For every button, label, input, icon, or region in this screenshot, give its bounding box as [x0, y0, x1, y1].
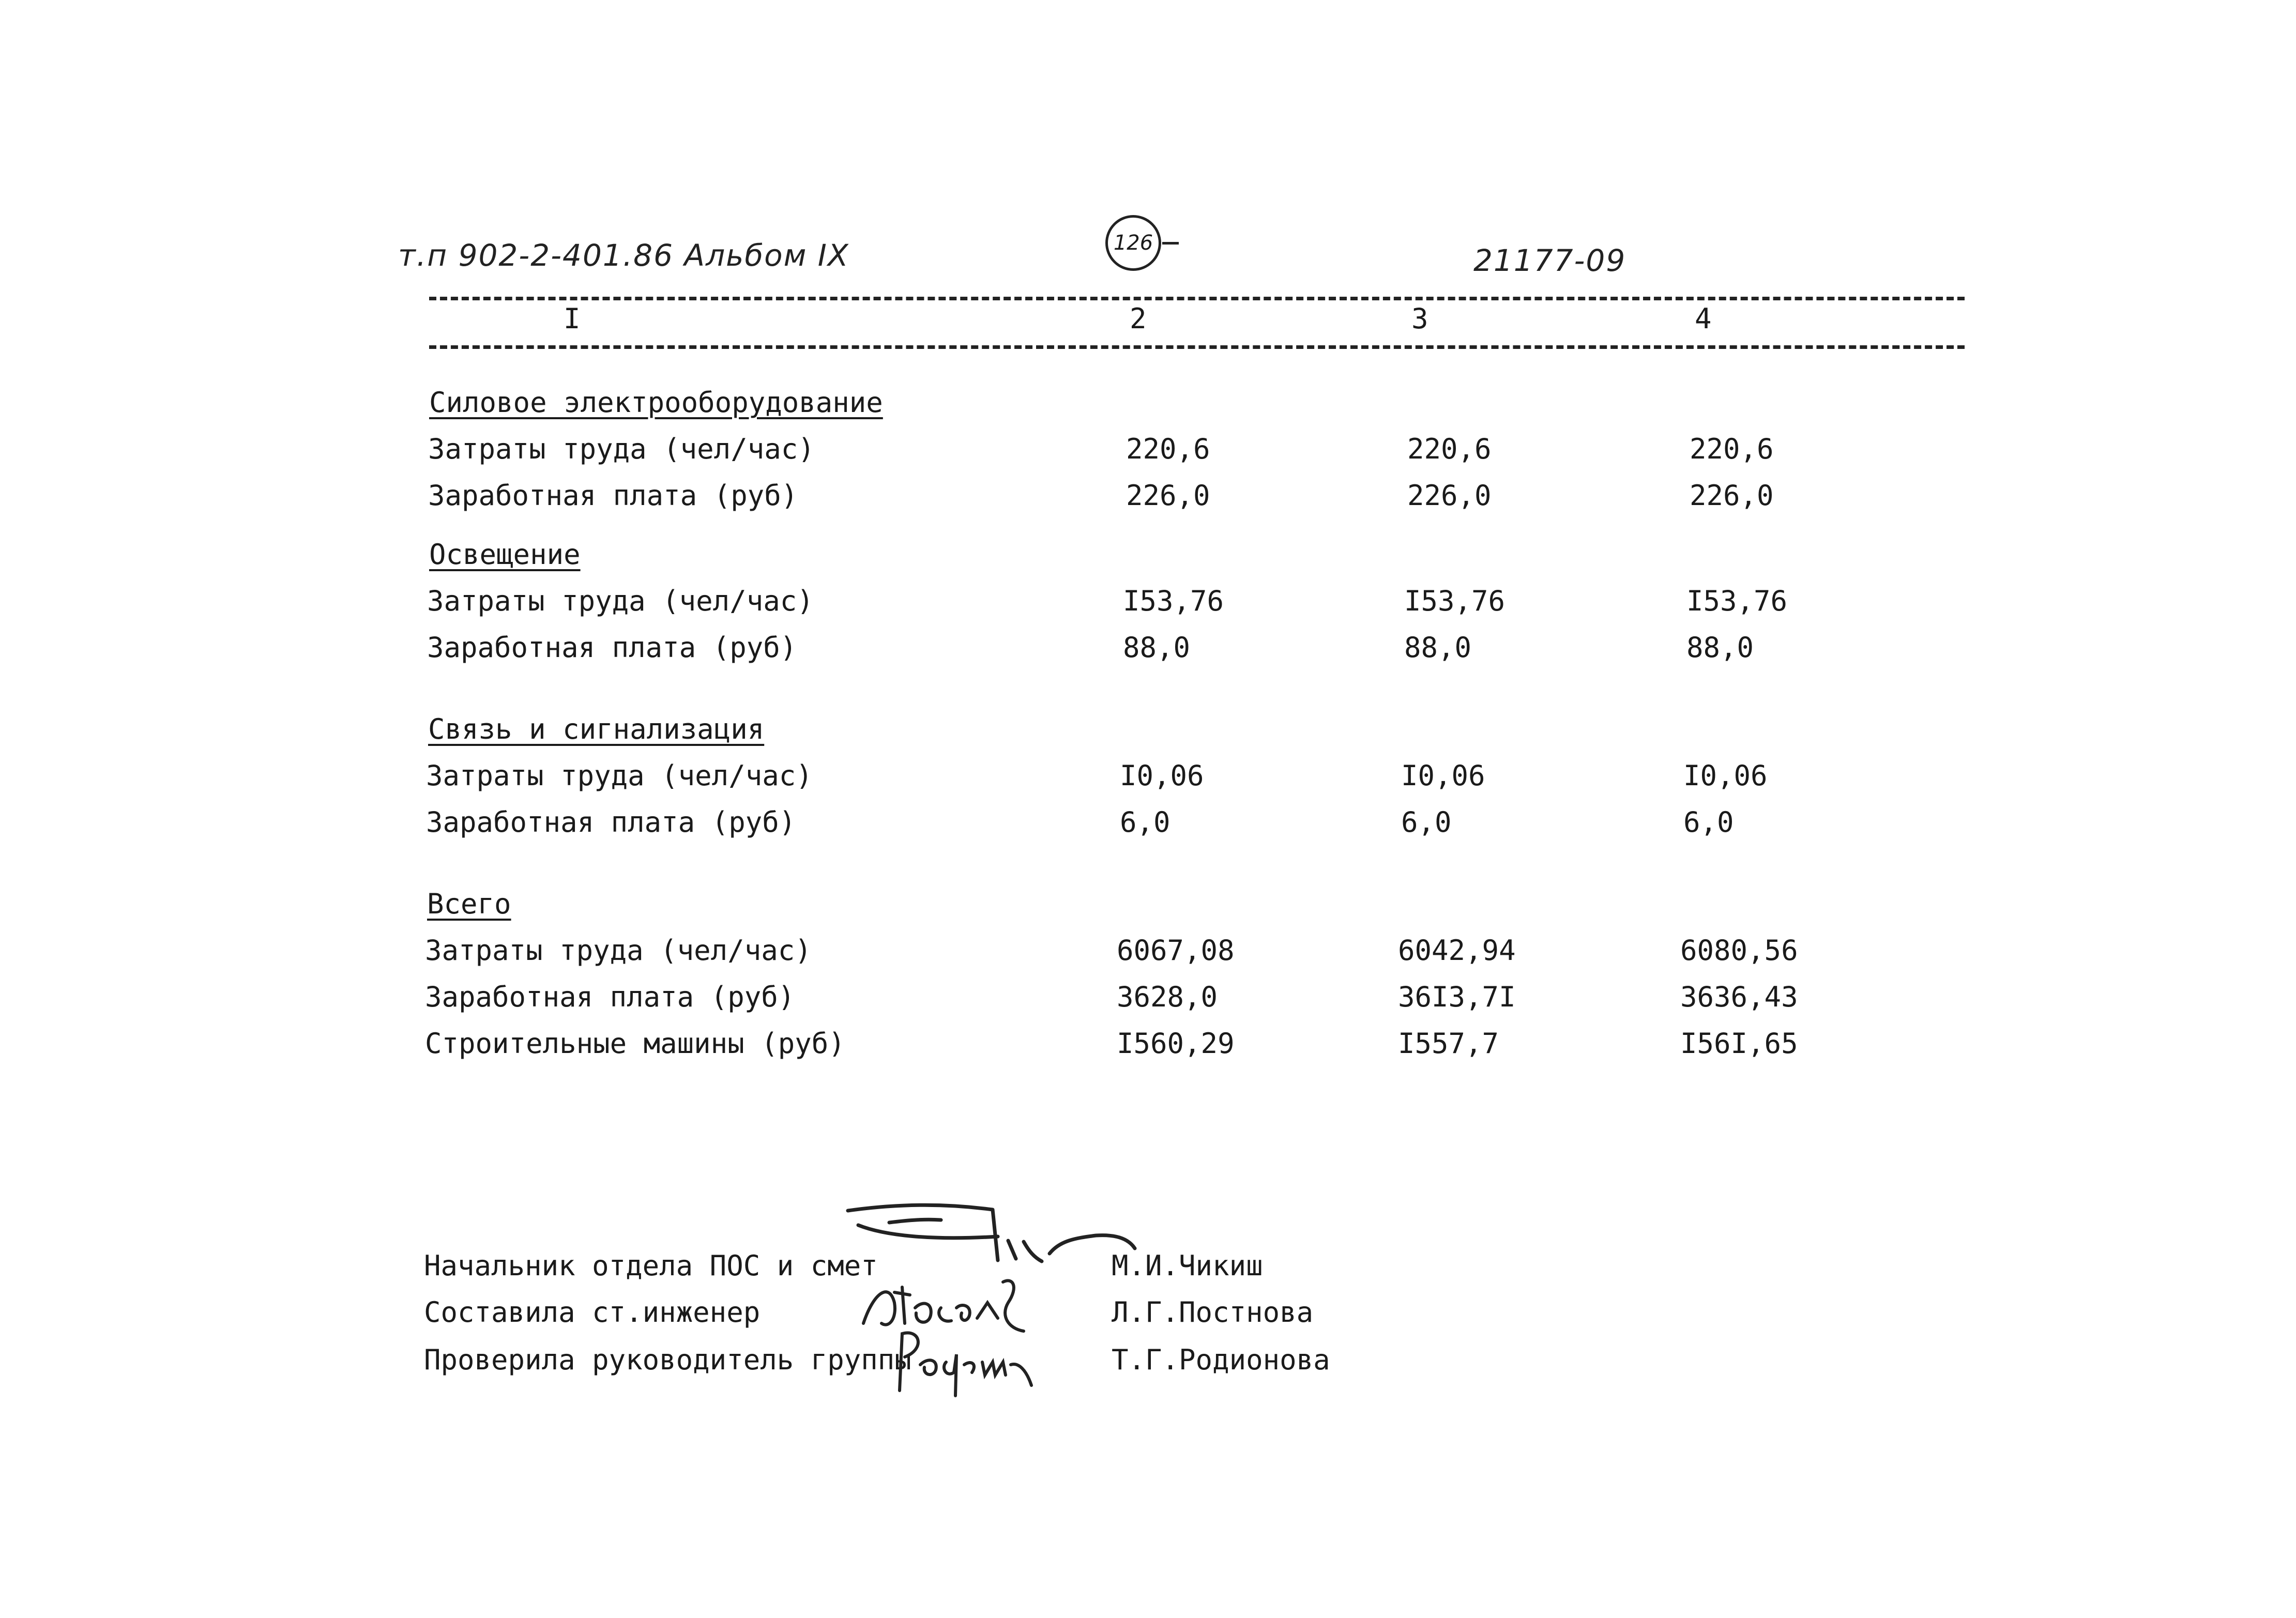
row-label: Заработная плата (руб) [428, 479, 798, 512]
row-value: I0,06 [1683, 759, 1768, 792]
column-header-1: I [564, 302, 581, 335]
row-value: 226,0 [1690, 479, 1774, 512]
row-value: I0,06 [1120, 759, 1204, 792]
row-label: Заработная плата (руб) [427, 631, 797, 664]
row-value: I56I,65 [1680, 1027, 1798, 1060]
signatory-role: Начальник отдела ПОС и смет [424, 1249, 878, 1282]
header-rule-top [429, 297, 1965, 300]
row-label: Затраты труда (чел/час) [426, 759, 813, 792]
section-title: Освещение [429, 538, 581, 571]
row-label: Строительные машины (руб) [425, 1027, 845, 1060]
row-value: 6067,08 [1117, 934, 1235, 967]
signatory-name: Т.Г.Родионова [1112, 1344, 1330, 1376]
row-value: I53,76 [1404, 585, 1506, 617]
page-number-circle [1105, 215, 1161, 271]
row-label: Затраты труда (чел/час) [425, 934, 812, 967]
row-value: I53,76 [1686, 585, 1788, 617]
row-value: 6,0 [1401, 806, 1452, 838]
row-value: 6,0 [1120, 806, 1170, 838]
row-value: 88,0 [1404, 631, 1472, 664]
row-label: Заработная плата (руб) [425, 981, 795, 1013]
column-header-4: 4 [1695, 302, 1712, 335]
row-value: I560,29 [1117, 1027, 1235, 1060]
row-value: I0,06 [1401, 759, 1485, 792]
row-value: 88,0 [1686, 631, 1754, 664]
row-value: 220,6 [1126, 433, 1210, 465]
album-reference: т.п 902-2-401.86 Альбом IX [398, 238, 849, 273]
section-title: Силовое электрооборудование [429, 386, 883, 419]
column-header-2: 2 [1130, 302, 1147, 335]
page-number: 126 [1113, 231, 1153, 255]
document-code: 21177-09 [1473, 243, 1626, 278]
signatory-role: Составила ст.инженер [424, 1296, 761, 1329]
signatory-name: М.И.Чикиш [1112, 1249, 1263, 1282]
section-title: Связь и сигнализация [428, 713, 765, 745]
row-value: I53,76 [1123, 585, 1224, 617]
row-value: 226,0 [1126, 479, 1210, 512]
signature-checker [889, 1323, 1044, 1401]
row-label: Затраты труда (чел/час) [427, 585, 814, 617]
row-value: 3628,0 [1117, 981, 1218, 1013]
signatory-role: Проверила руководитель группы [424, 1344, 911, 1376]
row-value: 220,6 [1407, 433, 1492, 465]
row-label: Затраты труда (чел/час) [428, 433, 815, 465]
section-title: Всего [427, 888, 511, 920]
page-number-dash [1162, 242, 1179, 245]
row-value: 36I3,7I [1398, 981, 1516, 1013]
row-value: 6,0 [1683, 806, 1734, 838]
signatory-name: Л.Г.Постнова [1112, 1296, 1314, 1329]
row-value: 6042,94 [1398, 934, 1516, 967]
row-value: 88,0 [1123, 631, 1191, 664]
row-value: 6080,56 [1680, 934, 1798, 967]
row-value: 220,6 [1690, 433, 1774, 465]
row-value: I557,7 [1398, 1027, 1499, 1060]
column-header-3: 3 [1411, 302, 1428, 335]
signature-chief [838, 1199, 1168, 1282]
header-rule-bottom [429, 345, 1965, 349]
row-value: 226,0 [1407, 479, 1492, 512]
row-label: Заработная плата (руб) [426, 806, 796, 838]
row-value: 3636,43 [1680, 981, 1798, 1013]
